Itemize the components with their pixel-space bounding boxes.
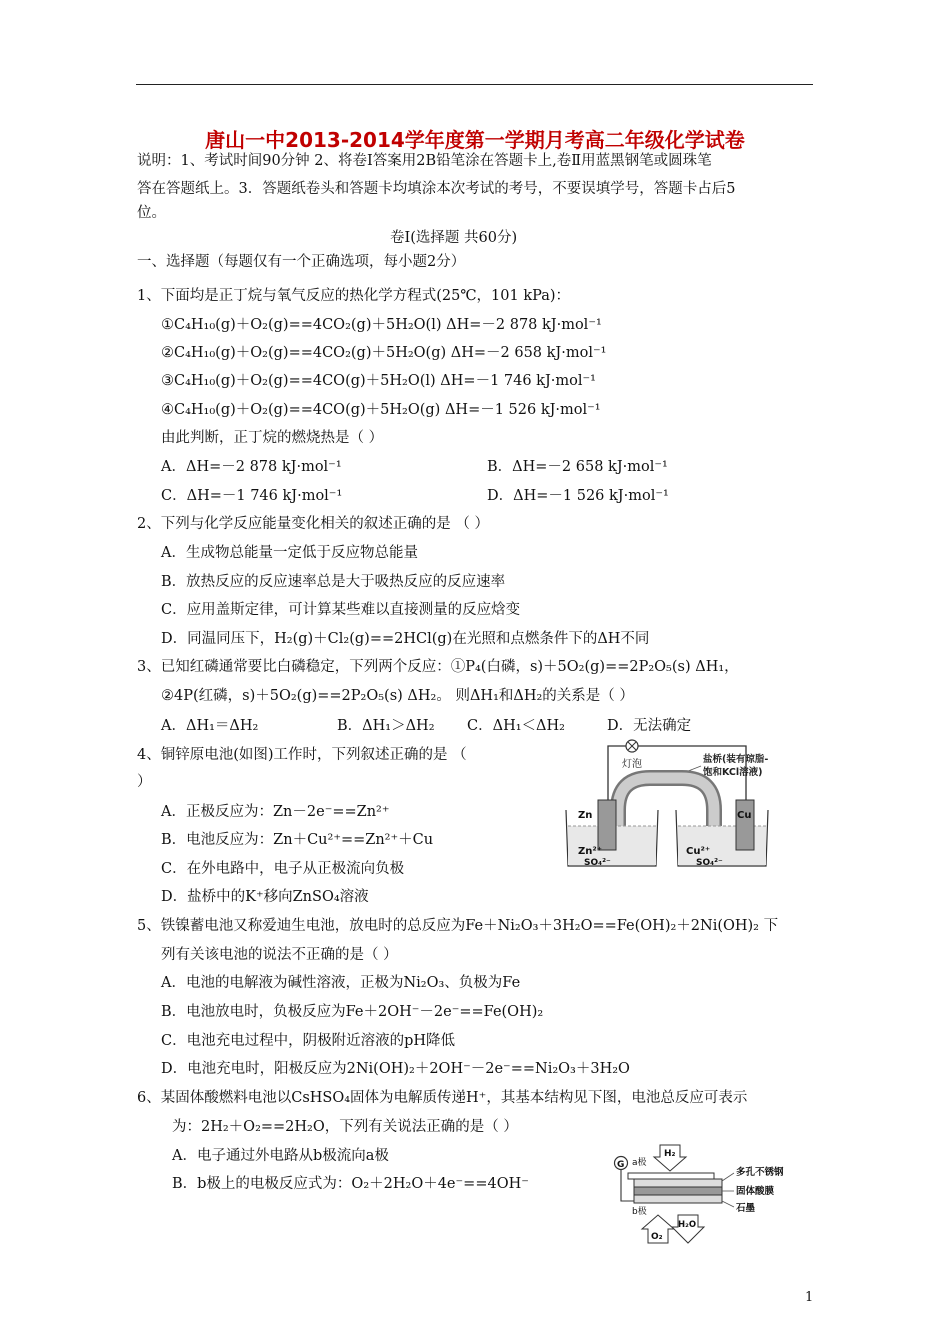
galvanic-cell-figure <box>560 738 815 870</box>
q1-stem: 1、下面均是正丁烷与氧气反应的热化学方程式(25℃，101 kPa)： <box>137 288 571 304</box>
q5-option-b: B．电池放电时，负极反应为Fe＋2OH⁻－2e⁻==Fe(OH)₂ <box>161 1004 544 1020</box>
header-rule <box>136 84 813 85</box>
q3-option-a: A．ΔH₁＝ΔH₂ <box>161 718 259 734</box>
q1-option-b: B．ΔH=－2 658 kJ·mol⁻¹ <box>487 459 668 475</box>
q3-stem-2: ②4P(红磷，s)＋5O₂(g)==2P₂O₅(s) ΔH₂。 则ΔH₁和ΔH₂的关系是（ ） <box>161 688 634 704</box>
q5-stem-2: 列有关该电池的说法不正确的是（ ） <box>161 947 398 963</box>
q6-option-b: B．b极上的电极反应式为：O₂＋2H₂O＋4e⁻==4OH⁻ <box>172 1176 529 1192</box>
section-heading: 一、选择题（每题仅有一个正确选项，每小题2分） <box>137 254 466 270</box>
q6-option-a: A．电子通过外电路从b极流向a极 <box>172 1148 389 1164</box>
q1-eq1: ①C₄H₁₀(g)＋O₂(g)==4CO₂(g)＋5H₂O(l) ΔH=－2 878 kJ·mol⁻¹ <box>161 317 602 333</box>
q2-option-b: B．放热反应的反应速率总是大于吸热反应的反应速率 <box>161 574 506 590</box>
salt-bridge-label-2: 饱和KCl溶液) <box>703 767 763 778</box>
note-line-2: 答在答题纸上。3．答题纸卷头和答题卡均填涂本次考试的考号，不要误填学号，答题卡占后5 <box>137 181 736 197</box>
q1-eq3: ③C₄H₁₀(g)＋O₂(g)==4CO(g)＋5H₂O(l) ΔH=－1 746 kJ·mol⁻¹ <box>161 373 596 389</box>
q1-option-a: A．ΔH=－2 878 kJ·mol⁻¹ <box>161 459 342 475</box>
q5-option-c: C．电池充电过程中，阴极附近溶液的pH降低 <box>161 1033 456 1049</box>
h2-label: H₂ <box>664 1149 676 1159</box>
q4-option-d: D．盐桥中的K⁺移向ZnSO₄溶液 <box>161 889 369 905</box>
q1-option-d: D．ΔH=－1 526 kJ·mol⁻¹ <box>487 488 669 504</box>
q6-stem-2: 为：2H₂＋O₂==2H₂O，下列有关说法正确的是（ ） <box>172 1119 518 1135</box>
q1-eq2: ②C₄H₁₀(g)＋O₂(g)==4CO₂(g)＋5H₂O(g) ΔH=－2 658 kJ·mol⁻¹ <box>161 345 607 361</box>
page-title: 唐山一中2013-2014学年度第一学期月考高二年级化学试卷 <box>205 128 745 152</box>
part-heading: 卷Ⅰ(选择题 共60分) <box>390 230 518 246</box>
q3-option-d: D．无法确定 <box>607 718 692 734</box>
q2-option-c: C．应用盖斯定律，可计算某些难以直接测量的反应焓变 <box>161 602 521 618</box>
b-pole-label: b极 <box>632 1207 647 1217</box>
lamp-label: 灯泡 <box>622 759 642 770</box>
q1-eq4: ④C₄H₁₀(g)＋O₂(g)==4CO(g)＋5H₂O(g) ΔH=－1 526 kJ·mol⁻¹ <box>161 402 601 418</box>
steel-label: 多孔不锈钢 <box>736 1167 784 1178</box>
q5-option-d: D．电池充电时，阳极反应为2Ni(OH)₂＋2OH⁻－2e⁻==Ni₂O₃＋3H₂O <box>161 1061 630 1077</box>
q4-stem-2: ） <box>137 774 152 790</box>
q2-option-a: A．生成物总能量一定低于反应物总能量 <box>161 545 418 561</box>
q4-stem: 4、铜锌原电池(如图)工作时，下列叙述正确的是 （ <box>137 747 467 763</box>
note-line-1: 说明：1、考试时间90分钟 2、将卷Ⅰ答案用2B铅笔涂在答题卡上,卷Ⅱ用蓝黑钢笔或圆珠笔 <box>137 153 712 169</box>
q4-option-a: A．正极反应为：Zn－2e⁻==Zn²⁺ <box>161 804 390 820</box>
salt-bridge-label: 盐桥(装有琼脂- <box>703 754 769 765</box>
q2-option-d: D．同温同压下，H₂(g)＋Cl₂(g)==2HCl(g)在光照和点燃条件下的ΔH不同 <box>161 631 650 647</box>
fuel-cell-figure <box>612 1143 812 1245</box>
h2o-label: H₂O <box>678 1220 697 1230</box>
q5-stem: 5、铁镍蓄电池又称爱迪生电池，放电时的总反应为Fe＋Ni₂O₃＋3H₂O==Fe(OH)₂＋2Ni(OH)₂ 下 <box>137 918 779 934</box>
q3-option-b: B．ΔH₁＞ΔH₂ <box>337 718 435 734</box>
q3-stem: 3、已知红磷通常要比白磷稳定，下列两个反应：①P₄(白磷，s)＋5O₂(g)==2P₂O₅(s) ΔH₁， <box>137 659 739 675</box>
q3-option-c: C．ΔH₁＜ΔH₂ <box>467 718 565 734</box>
q6-stem: 6、某固体酸燃料电池以CsHSO₄固体为电解质传递H⁺，其基本结构见下图，电池总反应可表示 <box>137 1090 748 1106</box>
q4-option-b: B．电池反应为：Zn＋Cu²⁺==Zn²⁺＋Cu <box>161 832 434 848</box>
q1-question: 由此判断，正丁烷的燃烧热是（ ） <box>161 430 384 446</box>
zn-ion-label: Zn²⁺ <box>578 846 603 857</box>
g-label: G <box>617 1160 625 1170</box>
zn-electrode <box>598 800 616 850</box>
page-number: 1 <box>805 1290 814 1305</box>
cu-electrode <box>736 800 754 850</box>
cu-ion-label: Cu²⁺ <box>686 846 711 857</box>
membrane-label: 固体酸膜 <box>736 1186 775 1197</box>
note-line-3: 位。 <box>137 205 166 221</box>
so4-left-label: SO₄²⁻ <box>584 858 611 868</box>
zn-label: Zn <box>578 810 593 821</box>
graphite-label: 石墨 <box>736 1203 756 1214</box>
q2-stem: 2、下列与化学反应能量变化相关的叙述正确的是 （ ） <box>137 516 489 532</box>
q5-option-a: A．电池的电解液为碱性溶液，正极为Ni₂O₃、负极为Fe <box>161 975 521 991</box>
q1-option-c: C．ΔH=－1 746 kJ·mol⁻¹ <box>161 488 343 504</box>
a-pole-label: a极 <box>632 1158 647 1168</box>
q4-option-c: C．在外电路中，电子从正极流向负极 <box>161 861 405 877</box>
cu-label: Cu <box>737 810 752 821</box>
o2-label: O₂ <box>651 1232 663 1242</box>
so4-right-label: SO₄²⁻ <box>696 858 723 868</box>
